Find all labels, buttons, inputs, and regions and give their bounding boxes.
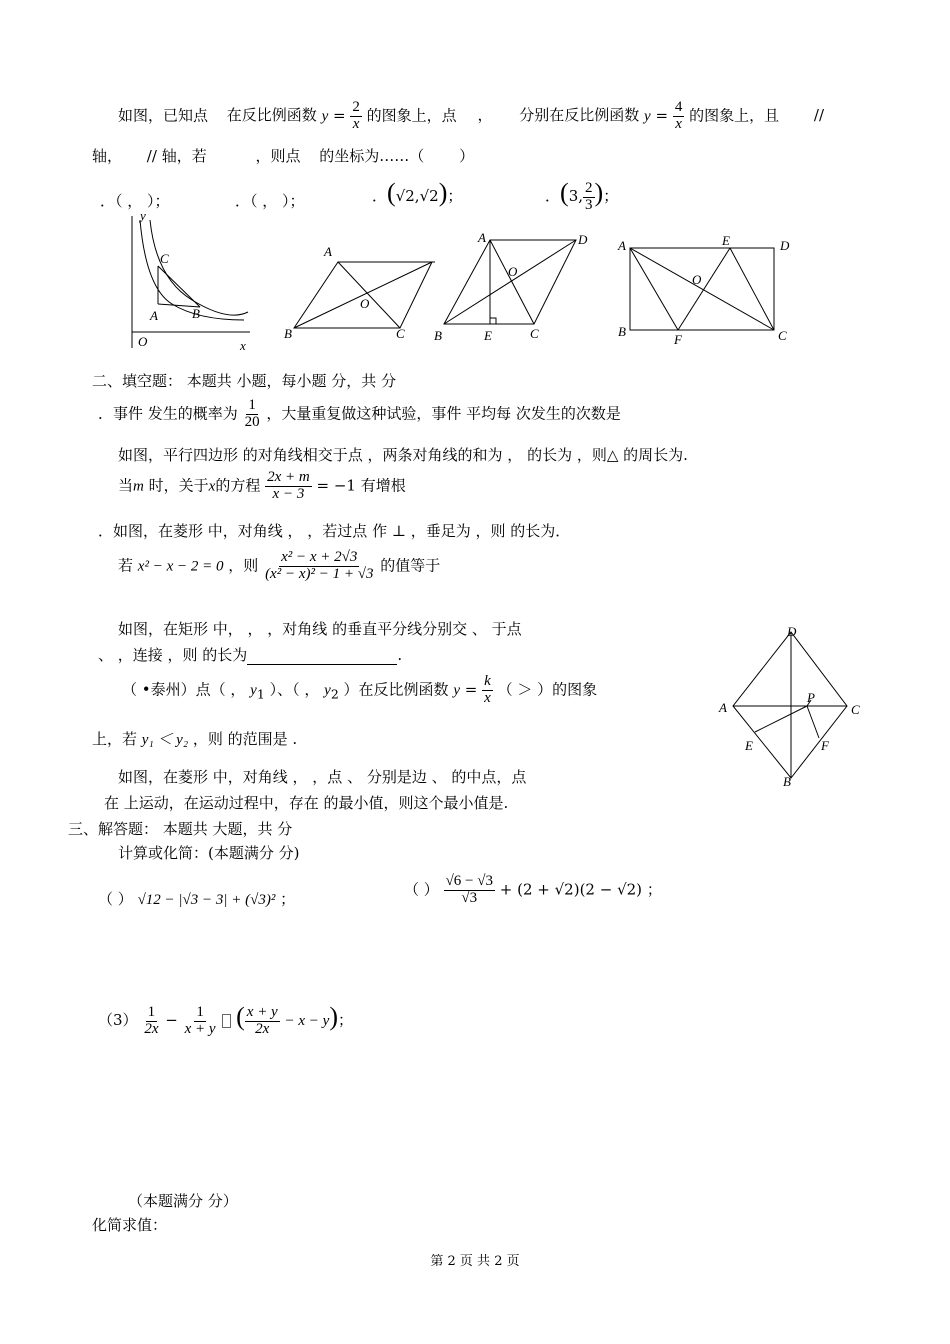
text: 的坐标为……（ [319, 147, 425, 165]
label: B [284, 326, 292, 341]
simplify-label: 化简求值： [92, 1216, 168, 1234]
section3-heading: 三、解答题： 本题共 大题，共 分 [68, 820, 293, 838]
rhombus-p-figure [715, 620, 865, 790]
q-taizhou-line2: 上，若 y₁ ＜ y₂ ，则 的范围是 . [92, 730, 298, 748]
label: E [484, 328, 492, 343]
hyperbola-figure [112, 208, 252, 354]
page-footer: 第 2 页 共 2 页 [430, 1254, 520, 1269]
text: ） [459, 147, 475, 165]
label: C [396, 326, 405, 341]
problem-1: （ ） √12 − |√3 − 3| + (√3)² ； [98, 890, 296, 908]
problem-3: （3） $\frac{1}{2x}$ − $\frac{1}{x + y}$ ( $\frac{x + y}{2x}$ − x − y)； [98, 1002, 353, 1037]
text: ， [477, 106, 493, 125]
label: B [618, 324, 626, 339]
label: P [807, 690, 815, 705]
q-min-line2: 在 上运动，在运动过程中，存在 的最小值，则这个最小值是. [104, 794, 509, 812]
rectangle-figure [612, 232, 797, 347]
parallelogram-figure [280, 240, 450, 345]
label: O [692, 272, 702, 287]
rhombus-figure [430, 230, 600, 345]
label: y [140, 208, 146, 223]
problem-2: （ ） $\frac{√6 - √3}{√3}$ + (2 + √2)(2 − √2) ； [404, 873, 662, 906]
text: 的图象上，点 [366, 106, 457, 125]
q-min-line1: 如图，在菱形 中，对角线 ， ，点 、 分别是边 、 的中点，点 [118, 768, 527, 786]
answer-blank[interactable] [247, 650, 397, 665]
label: E [745, 738, 753, 753]
label: A [618, 238, 626, 253]
q1-optB: ．（ ， ）； [235, 192, 305, 210]
fraction-1-over-20: $\frac{1}{20}$ [244, 397, 260, 430]
fraction-4-over-x: $\frac{4}{x}$ [674, 99, 683, 132]
label: O [360, 296, 370, 311]
label: A [324, 244, 332, 259]
q-rectangle-line2: 、 ，连接 ，则 的长为 . [98, 646, 403, 664]
q-rhombus-height: ．如图，在菱形 中，对角线 ， ，若过点 作 ⊥ ，垂足为 ，则 的长为． [98, 522, 571, 540]
q-taizhou: （ •泰州）点（ ， $y_1$ ）、（ ， $y_2$ ）在反比例函数 y = $\frac{k}{x}$ （ ＞ ）的图象 [122, 673, 598, 706]
label: B [192, 306, 200, 321]
q-quadratic: 若 x² − x − 2 = 0 ，则 $\frac{\text{x² − x + 2√3}}{\text{(x² − x)² − 1 + √3}}$ 的值等于 [118, 549, 441, 582]
parallel-symbol: // [813, 106, 825, 125]
q1-line1: 如图，已知点 在反比例函数 y = $\frac{2}{x}$ 的图象上，点 ， 分别在反比例函数 y = $\frac{4}{x}$ 的图象上，且 // [118, 99, 825, 132]
label: A [719, 700, 727, 715]
q1-optD: ．(3, $\frac{2}{3}$ )； [545, 178, 619, 213]
label: O [138, 334, 148, 349]
text: 轴，若 [161, 147, 207, 165]
text: 分别在反比例函数 [519, 106, 640, 125]
label: O [508, 264, 518, 279]
text: 如图，已知点 [118, 106, 209, 125]
q-rectangle-line1: 如图，在矩形 中， ， ，对角线 的垂直平分线分别交 、 于点 [118, 620, 522, 638]
label: C [530, 326, 539, 341]
label: A [478, 230, 486, 245]
text: 在反比例函数 [226, 106, 317, 125]
label: D [787, 624, 797, 639]
label: C [778, 328, 787, 343]
label: D [780, 238, 790, 253]
label: F [821, 738, 829, 753]
label: A [150, 308, 158, 323]
label: E [722, 233, 730, 248]
label: C [851, 702, 860, 717]
fraction-2-over-x: $\frac{2}{x}$ [352, 99, 360, 132]
label: B [783, 774, 791, 789]
q-parallelogram: 如图，平行四边形 的对角线相交于点 ，两条对角线的和为 ， 的长为 ，则△ 的周长为. [118, 446, 688, 464]
q1-optC: ．(√2,√2)； [372, 178, 463, 207]
label: C [160, 251, 169, 266]
parallel-symbol: // [146, 147, 157, 165]
text: 轴， [92, 147, 123, 165]
q-event: ．事件 发生的概率为 $\frac{1}{20}$ ，大量重复做这种试验，事件 平均每 次发生的次数是 [98, 397, 621, 430]
label: F [674, 332, 682, 347]
text: 的图象上，且 [689, 106, 780, 125]
section2-heading: 二、填空题： 本题共 小题，每小题 分，共 分 [92, 372, 397, 390]
calc-heading: 计算或化简：(本题满分 分) [118, 844, 300, 862]
q1-optA: ．（ ， ）； [100, 192, 170, 210]
label: x [240, 338, 246, 353]
label: D [578, 232, 588, 247]
text: ，则点 [255, 147, 301, 165]
label: B [434, 328, 442, 343]
q1-line2 [92, 145, 474, 166]
score-note: （本题满分 分） [128, 1192, 238, 1210]
q-extraneous-root: 当m 时，关于x的方程 $\frac{2x + m}{x - 3}$ = −1 有增根 [118, 469, 406, 502]
